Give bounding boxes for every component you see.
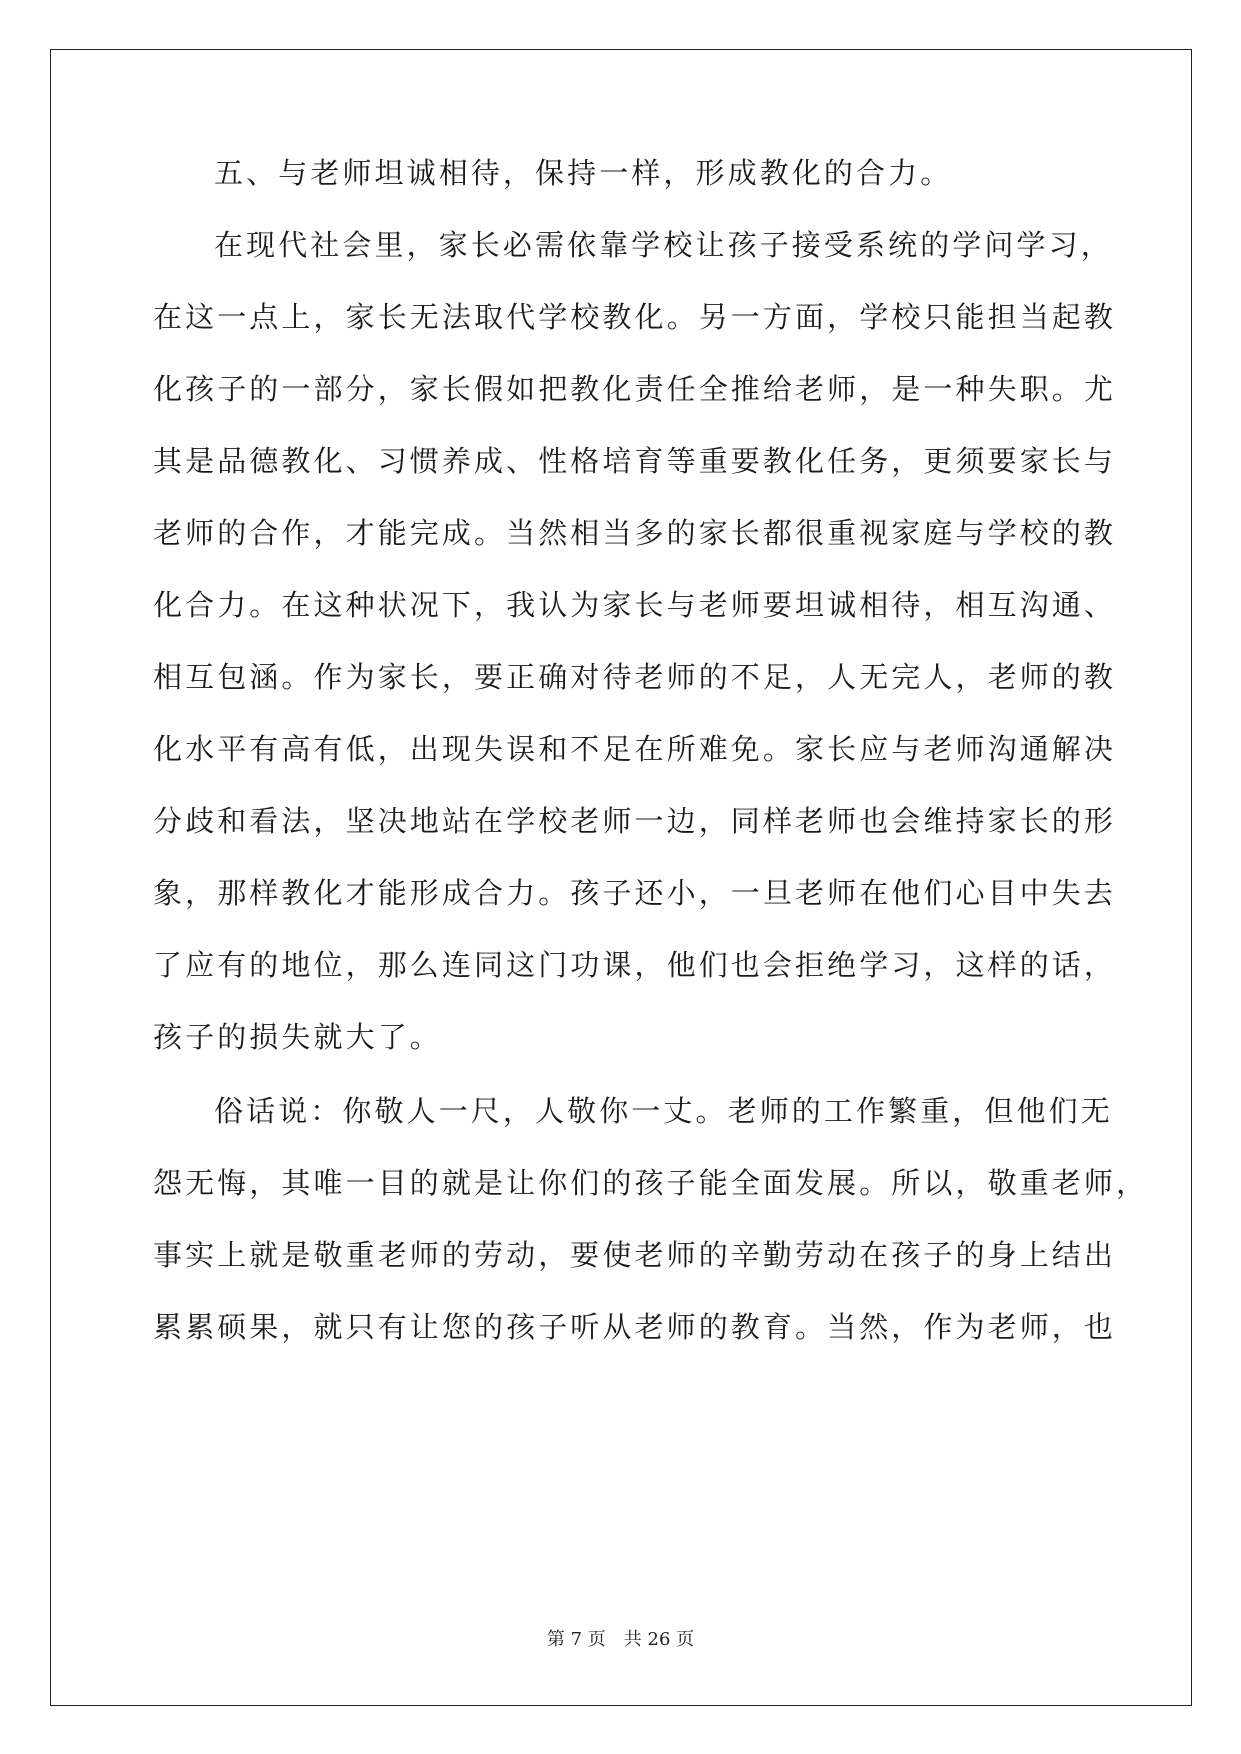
page-number-footer: 第 7 页 共 26 页 [546,1629,695,1650]
paragraph-line: 累累硕果，就只有让您的孩子听从老师的教育。当然，作为老师，也 [153,1310,1117,1344]
paragraph-line: 象，那样教化才能形成合力。孩子还小，一旦老师在他们心目中失去 [153,876,1117,910]
paragraph-line: 化合力。在这种状况下，我认为家长与老师要坦诚相待，相互沟通、 [153,588,1117,622]
paragraph-line: 分歧和看法，坚决地站在学校老师一边，同样老师也会维持家长的形 [153,804,1117,838]
paragraph-line: 孩子的损失就大了。 [153,1020,442,1054]
paragraph-line: 其是品德教化、习惯养成、性格培育等重要教化任务，更须要家长与 [153,444,1117,478]
paragraph-line: 老师的合作，才能完成。当然相当多的家长都很重视家庭与学校的教 [153,516,1117,550]
paragraph-line: 化孩子的一部分，家长假如把教化责任全推给老师，是一种失职。尤 [153,372,1117,406]
paragraph-line: 在现代社会里，家长必需依靠学校让孩子接受系统的学问学习， [214,228,1113,262]
paragraph-line: 俗话说：你敬人一尺，人敬你一丈。老师的工作繁重，但他们无 [214,1094,1113,1128]
paragraph-line: 怨无悔，其唯一目的就是让你们的孩子能全面发展。所以，敬重老师， [153,1166,1149,1200]
paragraph-line: 相互包涵。作为家长，要正确对待老师的不足，人无完人，老师的教 [153,660,1117,694]
paragraph-line: 了应有的地位，那么连同这门功课，他们也会拒绝学习，这样的话， [153,948,1117,982]
paragraph-line: 在这一点上，家长无法取代学校教化。另一方面，学校只能担当起教 [153,300,1117,334]
paragraph-line: 事实上就是敬重老师的劳动，要使老师的辛勤劳动在孩子的身上结出 [153,1238,1117,1272]
section-heading: 五、与老师坦诚相待，保持一样，形成教化的合力。 [214,156,953,190]
paragraph-line: 化水平有高有低，出现失误和不足在所难免。家长应与老师沟通解决 [153,732,1117,766]
